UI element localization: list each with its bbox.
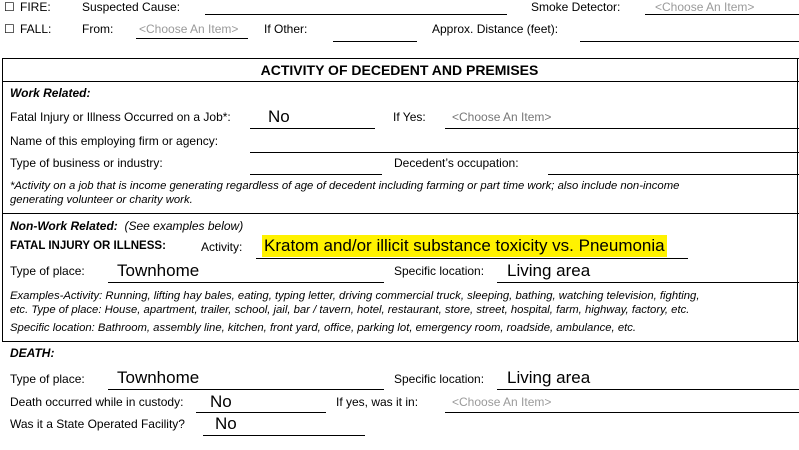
fatal-on-job-underline [250, 128, 375, 129]
section-top-border [2, 58, 799, 59]
death-heading: DEATH: [10, 346, 55, 360]
if-other-field[interactable] [333, 41, 417, 42]
if-yes-label: If Yes: [393, 110, 426, 124]
death-type-place-value[interactable]: Townhome [117, 368, 200, 387]
fall-checkbox[interactable]: ☐ [4, 22, 15, 36]
employer-label: Name of this employing firm or agency: [10, 134, 219, 148]
nonwork-heading-note: (See examples below) [124, 219, 244, 233]
custody-if-yes-label: If yes, was it in: [336, 395, 419, 409]
nonwork-heading-wrap [10, 219, 243, 233]
nonwork-type-place-label: Type of place: [10, 264, 85, 278]
employer-field[interactable] [250, 152, 799, 153]
examples-line2: etc. Type of place: House, apartment, trailer, school, jail, bar / tavern, hotel, restaurant, store, street, hospital, farm, highway, factory, etc. [10, 304, 690, 316]
section-left-border [2, 58, 3, 341]
nonwork-divider [2, 341, 799, 342]
fall-label: FALL: [20, 22, 52, 36]
death-specific-location-value[interactable]: Living area [507, 368, 591, 387]
custody-label: Death occurred while in custody: [10, 395, 184, 409]
approx-distance-label: Approx. Distance (feet): [432, 22, 559, 36]
work-footnote-line2: generating volunteer or charity work. [10, 194, 193, 206]
custody-if-yes-underline [445, 412, 799, 413]
custody-value[interactable]: No [210, 392, 232, 411]
section-title: ACTIVITY OF DECEDENT AND PREMISES [260, 62, 539, 78]
death-specific-location-underline [497, 389, 799, 390]
occupation-field[interactable] [548, 174, 799, 175]
approx-distance-field[interactable] [580, 41, 799, 42]
suspected-cause-field[interactable] [205, 14, 507, 15]
section-title-divider [2, 81, 799, 82]
fire-checkbox[interactable]: ☐ [4, 0, 15, 14]
business-field[interactable] [250, 174, 382, 175]
state-facility-underline [203, 435, 365, 436]
from-label: From: [82, 22, 114, 36]
business-label: Type of business or industry: [10, 156, 163, 170]
fatal-on-job-value[interactable]: No [268, 107, 290, 126]
work-related-heading: Work Related: [10, 86, 91, 100]
section-right-border [797, 58, 798, 341]
nonwork-heading: Non-Work Related: [10, 219, 118, 233]
fatal-on-job-label: Fatal Injury or Illness Occurred on a Job*: [10, 110, 231, 124]
custody-underline [196, 412, 326, 413]
fire-label: FIRE: [20, 0, 51, 14]
occupation-label: Decedent’s occupation: [394, 156, 519, 170]
if-yes-underline [445, 128, 799, 129]
activity-underline [256, 258, 688, 259]
state-facility-label: Was it a State Operated Facility? [10, 417, 185, 431]
activity-label: Activity: [201, 240, 243, 254]
nonwork-specific-location-label: Specific location: [394, 264, 485, 278]
from-dropdown[interactable]: <Choose An Item> [139, 22, 239, 36]
from-underline [136, 38, 248, 39]
death-specific-location-label: Specific location: [394, 372, 485, 386]
examples-line3: Specific location: Bathroom, assembly line, kitchen, front yard, office, parking lot, emergency room, roadside, ambulance, etc. [10, 322, 637, 334]
smoke-detector-label: Smoke Detector: [531, 0, 621, 14]
smoke-detector-underline [645, 14, 799, 15]
smoke-detector-dropdown[interactable]: <Choose An Item> [655, 0, 755, 14]
death-type-place-label: Type of place: [10, 372, 85, 386]
if-yes-dropdown[interactable]: <Choose An Item> [452, 110, 552, 124]
activity-value[interactable]: Kratom and/or illicit substance toxicity vs. Pneumonia [264, 236, 665, 255]
nonwork-type-place-value[interactable]: Townhome [117, 261, 200, 280]
nonwork-type-place-underline [108, 282, 384, 283]
state-facility-value[interactable]: No [215, 414, 237, 433]
work-divider [2, 213, 799, 214]
work-footnote-line1: *Activity on a job that is income generating regardless of age of decedent including farming or part time work; also include non-income [10, 180, 680, 192]
examples-line1: Examples-Activity: Running, lifting hay bales, eating, typing letter, driving commercial truck, sleeping, bathing, watching television, fighting, [10, 290, 700, 302]
suspected-cause-label: Suspected Cause: [82, 0, 181, 14]
fatal-injury-label: FATAL INJURY OR ILLNESS: [10, 240, 166, 252]
death-type-place-underline [108, 389, 384, 390]
nonwork-specific-location-underline [497, 282, 799, 283]
nonwork-specific-location-value[interactable]: Living area [507, 261, 591, 280]
if-other-label: If Other: [264, 22, 308, 36]
custody-if-yes-dropdown[interactable]: <Choose An Item> [452, 395, 552, 409]
